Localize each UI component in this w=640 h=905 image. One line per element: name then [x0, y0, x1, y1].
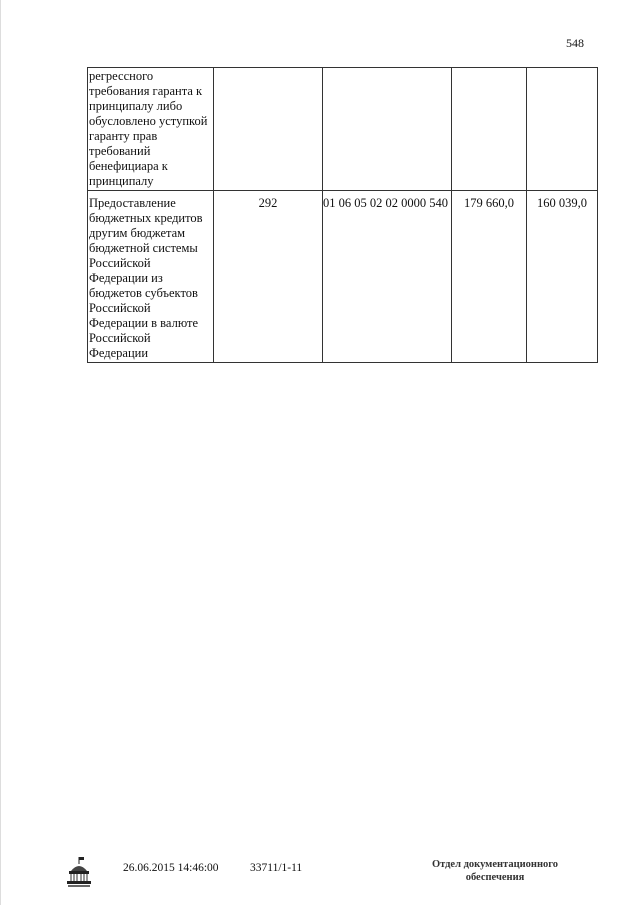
footer-doc-number: 33711/1-11: [250, 862, 303, 874]
department-line: обеспечения: [465, 872, 525, 883]
value-2-cell: [527, 68, 598, 191]
admin-code-cell: 292: [214, 191, 323, 363]
footer-timestamp: 26.06.2015 14:46:00: [123, 862, 219, 874]
description-cell: регрессного требования гаранта к принципалу либо обусловлено уступкой гаранту прав требований бенефициара к принципалу: [88, 68, 214, 191]
value-1-cell: 179 660,0: [452, 191, 527, 363]
budget-code-cell: [323, 68, 452, 191]
budget-code-cell: 01 06 05 02 02 0000 540: [323, 191, 452, 363]
table-row: [88, 191, 598, 363]
value-2-cell: 160 039,0: [527, 191, 598, 363]
description-cell: Предоставление бюджетных кредитов другим бюджетам бюджетной системы Российской Федерации из бюджетов субъектов Российской Федерации в валюте Российской Федерации: [88, 191, 214, 363]
department-line: Отдел документационного: [431, 859, 559, 870]
table-row: [88, 68, 598, 191]
value-1-cell: [452, 68, 527, 191]
footer-department: [400, 858, 590, 884]
page-number: 548: [566, 36, 584, 50]
scan-edge: [0, 0, 1, 905]
budget-table: [87, 67, 598, 363]
admin-code-cell: [214, 68, 323, 191]
duma-emblem-icon: [66, 856, 92, 888]
